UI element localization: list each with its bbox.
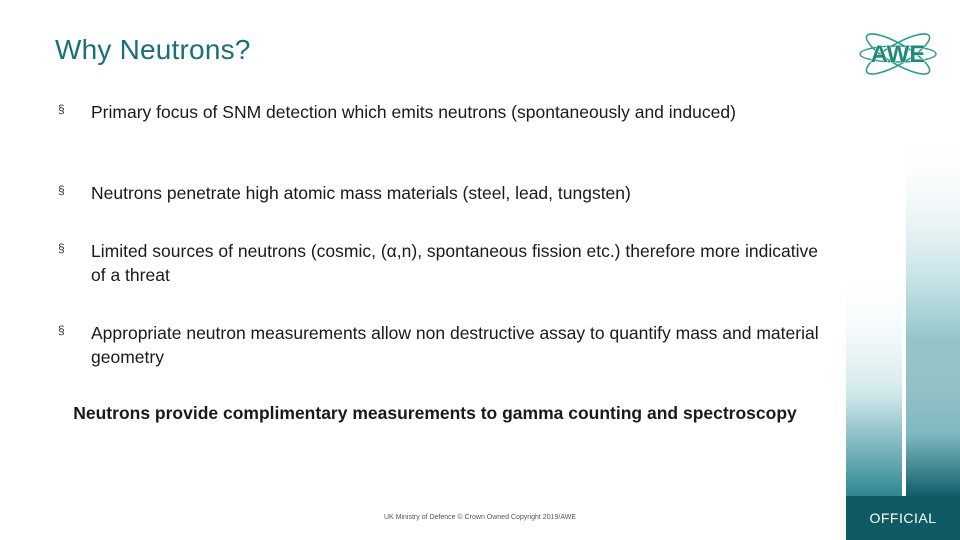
deco-bar [846, 270, 902, 496]
bullet-marker-icon: § [58, 323, 65, 337]
logo-wordmark: AWE [870, 41, 926, 68]
bullet-marker-icon: § [58, 102, 65, 116]
slide-title: Why Neutrons? [55, 34, 251, 65]
bullet-marker-icon: § [58, 183, 65, 197]
awe-logo [856, 24, 940, 82]
callout-text: Neutrons provide complimentary measurements to gamma counting and spectroscopy [73, 403, 797, 423]
bullet-text: Appropriate neutron measurements allow non destructive assay to quantify mass and material geometry [91, 323, 819, 367]
deco-bar [906, 340, 960, 496]
awe-logo-icon [856, 24, 940, 82]
bullet-text: Neutrons penetrate high atomic mass materials (steel, lead, tungsten) [91, 183, 631, 203]
classification-badge: OFFICIAL [846, 496, 960, 540]
bullet-text: Primary focus of SNM detection which emits neutrons (spontaneously and induced) [91, 102, 736, 122]
bullet-text: Limited sources of neutrons (cosmic, (α,n), spontaneous fission etc.) therefore more indicative of a threat [91, 241, 818, 285]
footer-copyright: UK Ministry of Defence © Crown Owned Copyright 2019/AWE [383, 514, 577, 521]
bullet-marker-icon: § [58, 241, 65, 255]
decorative-gradient-bars [846, 130, 960, 496]
